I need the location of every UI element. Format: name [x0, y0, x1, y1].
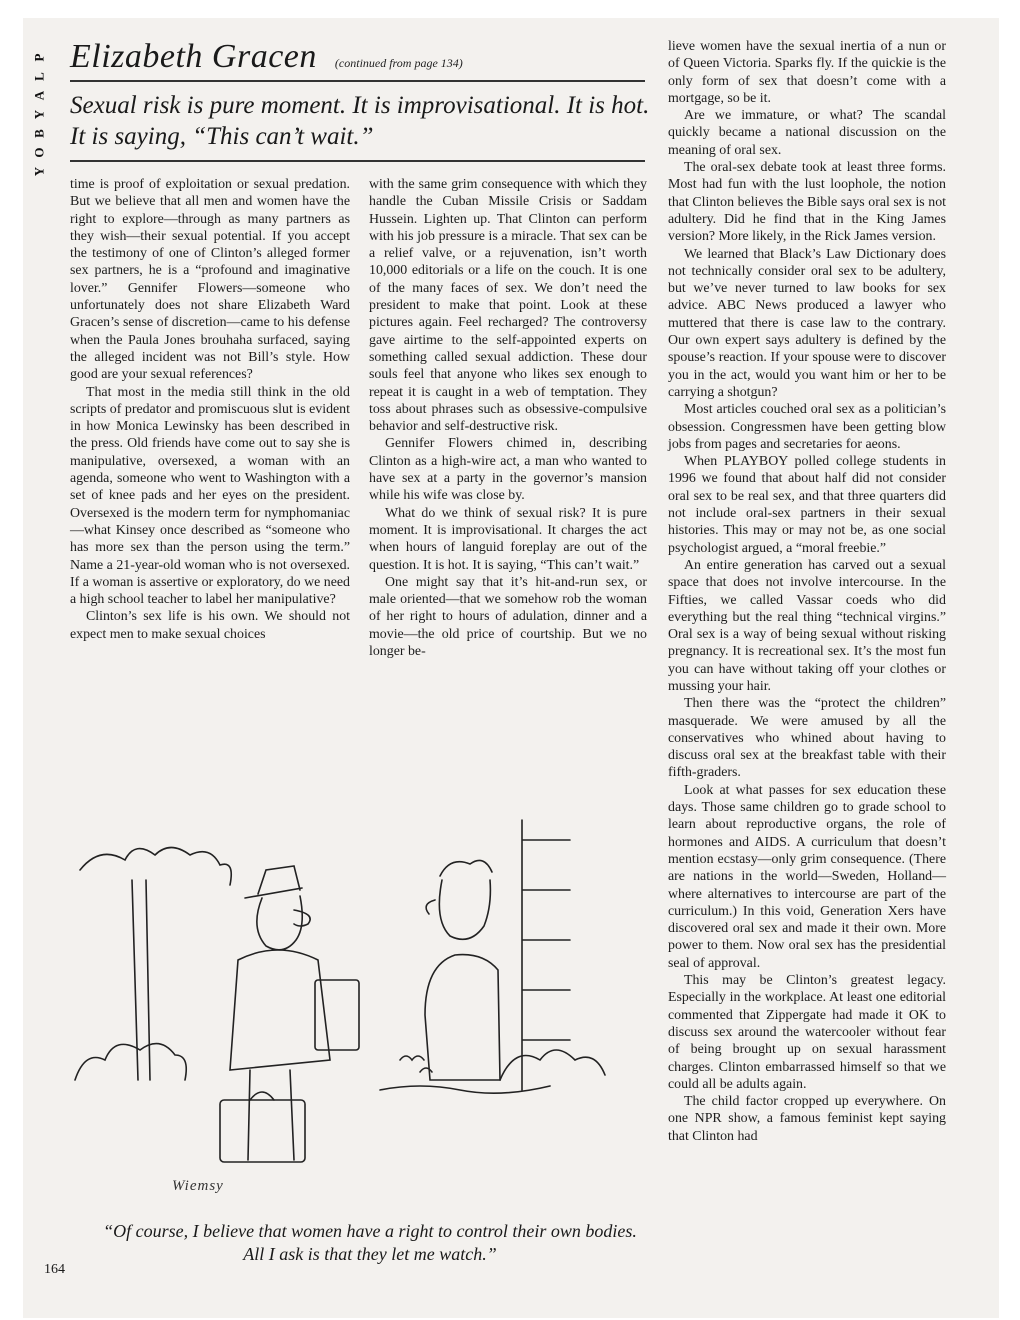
pull-quote: Sexual risk is pure moment. It is improvisational. It is hot. It is saying, “This can’t wait.” [70, 92, 650, 150]
column-1 [70, 176, 350, 643]
man-head [257, 896, 302, 950]
paragraph: We learned that Black’s Law Dictionary does not technically consider oral sex to be adultery, but we’ve never turned to law books for sex advice. ABC News produced a lawyer who muttered that there is case law to the contrary. Our own expert says adultery is defined by the spouse’s reaction. If your spouse were to discover you in the act, would you want him or her to be carrying a shotgun? [668, 246, 946, 400]
paragraph: Look at what passes for sex education these days. Those same children go to grade school to learn about reproductive organs, the role of hormones and AIDS. A curriculum that doesn’t mention ecstasy—only grim consequence. (There are nations in the world—Sweden, Holland—where alternatives to intercourse are part of the curriculum.) In this void, Generation Xers have discovered oral sex and made it their own. More power to them. Now oral sex has the presidential seal of approval. [668, 782, 946, 971]
man-hat [245, 866, 302, 898]
author-name: Elizabeth Gracen [70, 38, 317, 75]
page-number: 164 [44, 1262, 65, 1277]
paragraph: That most in the media still think in the old scripts of predator and promiscuous slut is evident in how Monica Lewinsky has been described in the press. Old friends have come out to say she is manipulative, oversexed, a woman with an agenda, someone who went to Washington with a set of knee pads and her eyes on the president. Oversexed is the modern term for nymphomaniac—what Kinsey once described as “someone who has more sex than the person using the term.” Name a 21-year-old woman who is not oversexed. If a woman is assertive or exploratory, do we need a high school teacher to label her manipulative? [70, 384, 350, 608]
neighbor-head [439, 880, 490, 939]
briefcase-handle [250, 1092, 274, 1100]
magazine-vertical-label: P L A Y B O Y [31, 53, 47, 177]
paragraph: What do we think of sexual risk? It is pure moment. It is improvisational. It charges the act when hours of languid foreplay are out of the question. It is hot. It is saying, “This can’t wait.” [369, 505, 647, 573]
tree-foliage [80, 848, 231, 886]
paragraph: Are we immature, or what? The scandal quickly became a national discussion on the meaning of oral sex. [668, 108, 946, 158]
bush-left [75, 1044, 186, 1080]
column-2 [369, 176, 647, 660]
paragraph: Then there was the “protect the children” masquerade. We were amused by all the conservatives who whined about having to discuss oral sex at the breakfast table with their fifth-graders. [668, 696, 946, 781]
header-rule-bottom [70, 160, 645, 162]
man-legs [248, 1070, 294, 1160]
paragraph: time is proof of exploitation or sexual predation. But we believe that all men and women have the right to explore—through as many partners as they wish—their sexual potential. If you accept the testimony of one of Clinton’s alleged former sex partners, he is a “profound and imaginative lover.” Gennifer Flowers—someone who unfortunately does not share Elizabeth Ward Gracen’s sense of discretion—came to his defense when the Paula Jones brouhaha surfaced, saying the alleged incident was not Bill’s style. How good are your sexual references? [70, 177, 350, 383]
cartoon-caption: “Of course, I believe that women have a right to control their own bodies. All I ask is that they let me watch.” [103, 1221, 637, 1264]
ground-line [380, 1086, 550, 1093]
paragraph: The oral-sex debate took at least three forms. Most had fun with the lust loophole, the notion that Clinton believes the Bible says oral sex is not adultery. Did he find that in the King James version? More likely, in the Rick James version. [668, 160, 946, 245]
paragraph: Clinton’s sex life is his own. We should not expect men to make sexual choices [70, 609, 350, 642]
paragraph: Gennifer Flowers chimed in, describing Clinton as a high-wire act, a man who wanted to have sex at a party in the governor’s mansion while his wife was close by. [369, 436, 647, 504]
neighbor-nose [426, 900, 435, 914]
paragraph: An entire generation has carved out a sexual space that does not involve intercourse. In the Fifties, we called Vassar coeds who did everything but the real thing “technical virgins.” Oral sex is a way of being sexual without risking pregnancy. It is recreational sex. It’s the most fun you can have without taking off your clothes or mussing your hair. [668, 557, 946, 694]
paragraph: When PLAYBOY polled college students in 1996 we found that about half did not consider oral sex to be real sex, and that three quarters did not include oral-sex partners in their sexual histories. This may or may not be, as one social psychologist argued, a “moral freebie.” [668, 454, 946, 556]
paragraph: lieve women have the sexual inertia of a nun or of Queen Victoria. Sparks fly. If the quickie is the only form of sex that doesn’t come with a mortgage, so be it. [668, 39, 946, 106]
paragraph: Most articles couched oral sex as a politician’s obsession. Congressmen have been getting blow jobs from pages and secretaries for aeons. [668, 402, 946, 452]
paragraph: One might say that it’s hit-and-run sex, or male oriented—that we somehow rob the woman of her right to hours of adulation, dinner and a movie—the old price of courtship. But we no longer be- [369, 574, 647, 660]
cartoon-illustration [70, 780, 648, 1190]
flowers [400, 1056, 432, 1072]
header-rule-top [70, 80, 645, 82]
paragraph: This may be Clinton’s greatest legacy. Especially in the workplace. At least one editorial commented that Zippergate had made it OK to discuss sex around the watercooler without fear of being brought up on sexual harassment charges. Clinton embarrassed himself so that we could all be adults again. [668, 973, 946, 1092]
neighbor-body [425, 955, 500, 1080]
article-header [70, 38, 463, 76]
house-siding [522, 820, 570, 1090]
paragraph: with the same grim consequence with which they handle the Cuban Missile Crisis or Saddam Hussein. Lighten up. That Clinton can perform with his job pressure is a miracle. That sex can be a relief valve, or a rejuvenation, isn’t worth 10,000 editorials or a life on the couch. It is one of the many faces of sex. We don’t need the president to make that point. Look at these pictures again. Feel recharged? The controversy gave airtime to the self-appointed experts on something called sexual addiction. These dour souls feel that anyone who likes sex enough to repeat it is caught in a web of temptation. They toss about phrases such as obsessive-compulsive behavior and self-destructive risk. [369, 177, 647, 435]
paragraph: The child factor cropped up everywhere. On one NPR show, a famous feminist kept saying that Clinton had [668, 1094, 946, 1144]
cartoonist-signature: Wiemsy [172, 1178, 224, 1194]
bush-right [500, 1050, 605, 1080]
neighbor-hair [440, 860, 492, 876]
continued-note: (continued from page 134) [334, 56, 463, 70]
column-3 [668, 38, 946, 1145]
